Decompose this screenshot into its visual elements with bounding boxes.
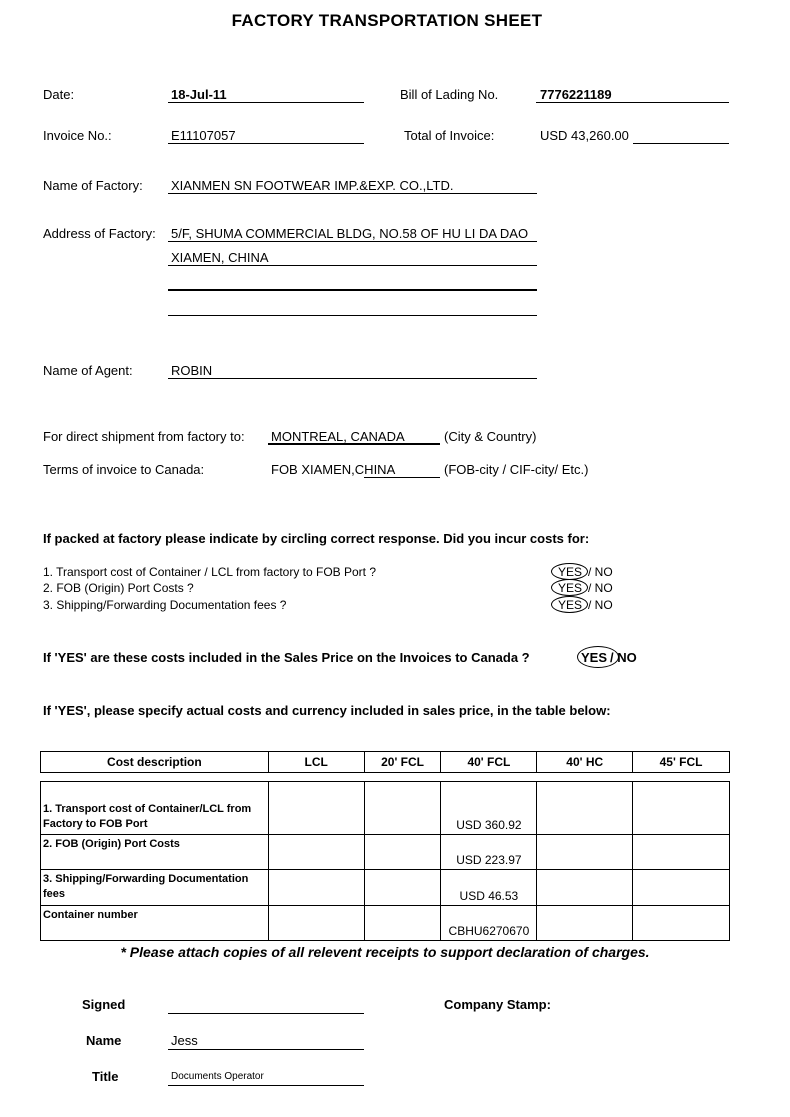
terms-value: FOB XIAMEN,CHINA	[271, 462, 396, 477]
direct-shipment-hint: (City & Country)	[444, 429, 537, 444]
table-header-row	[41, 752, 730, 773]
total-invoice-value: USD 43,260.00	[540, 128, 629, 143]
date-underline	[168, 102, 364, 103]
address-underline-3	[168, 289, 537, 291]
question-1-yes: YES	[558, 565, 583, 579]
question-2-no: / NO	[588, 581, 613, 595]
question-3-yes: YES	[558, 598, 583, 612]
header-40-fcl: 40' FCL	[441, 752, 537, 773]
invoice-value: E11107057	[171, 128, 236, 143]
row-3-description: 3. Shipping/Forwarding Documentation fees	[41, 870, 269, 906]
agent-label: Name of Agent:	[43, 363, 133, 378]
factory-name-label: Name of Factory:	[43, 178, 143, 193]
direct-shipment-value: MONTREAL, CANADA	[271, 429, 405, 444]
table-spacer	[41, 773, 730, 782]
header-40-hc: 40' HC	[537, 752, 633, 773]
terms-label: Terms of invoice to Canada:	[43, 462, 205, 477]
question-2: 2. FOB (Origin) Port Costs ?	[43, 581, 194, 595]
title-value: Documents Operator	[171, 1071, 264, 1082]
name-underline	[168, 1049, 364, 1050]
factory-address-line1: 5/F, SHUMA COMMERCIAL BLDG, NO.58 OF HU LI DA DAO	[171, 226, 529, 241]
invoice-label: Invoice No.:	[43, 128, 112, 143]
header-45-fcl: 45' FCL	[633, 752, 730, 773]
row-4-40fcl: CBHU6270670	[441, 906, 537, 941]
receipts-note: * Please attach copies of all relevent receipts to support declaration of charges.	[120, 944, 650, 960]
address-underline-4	[168, 315, 537, 316]
question-1-no: / NO	[588, 565, 613, 579]
factory-address-line2: XIAMEN, CHINA	[171, 250, 269, 265]
title-underline	[168, 1085, 364, 1086]
bill-of-lading-underline	[536, 102, 729, 103]
included-no: / NO	[610, 650, 637, 665]
row-2-description: 2. FOB (Origin) Port Costs	[41, 835, 269, 870]
table-row	[41, 870, 730, 906]
row-2-40fcl: USD 223.97	[441, 835, 537, 870]
signed-underline	[168, 1013, 364, 1014]
question-3-circle	[551, 596, 588, 613]
row-1-40fcl: USD 360.92	[441, 782, 537, 835]
included-prompt: If 'YES' are these costs included in the Sales Price on the Invoices to Canada ?	[43, 650, 530, 665]
factory-name-value: XIANMEN SN FOOTWEAR IMP.&EXP. CO.,LTD.	[171, 178, 454, 193]
factory-name-underline	[168, 193, 537, 194]
question-1: 1. Transport cost of Container / LCL from factory to FOB Port ?	[43, 565, 377, 579]
bill-of-lading-value: 7776221189	[540, 87, 612, 102]
question-2-yes: YES	[558, 581, 583, 595]
address-underline-1	[168, 241, 537, 242]
packed-prompt: If packed at factory please indicate by circling correct response. Did you incur costs for:	[43, 531, 590, 546]
page-title: FACTORY TRANSPORTATION SHEET	[231, 11, 543, 30]
included-yes: YES	[581, 650, 608, 665]
row-4-description: Container number	[41, 906, 269, 941]
header-cost-description: Cost description	[41, 752, 269, 773]
header-lcl: LCL	[268, 752, 364, 773]
date-value: 18-Jul-11	[171, 87, 227, 102]
row-1-description: 1. Transport cost of Container/LCL from Factory to FOB Port	[41, 782, 269, 835]
terms-underline	[364, 477, 440, 478]
table-row	[41, 835, 730, 870]
direct-shipment-label: For direct shipment from factory to:	[43, 429, 245, 444]
company-stamp-label: Company Stamp:	[444, 997, 551, 1012]
direct-shipment-underline	[268, 443, 440, 445]
row-3-40fcl: USD 46.53	[441, 870, 537, 906]
name-value: Jess	[171, 1033, 198, 1048]
header-20-fcl: 20' FCL	[364, 752, 441, 773]
signed-label: Signed	[82, 997, 126, 1012]
date-label: Date:	[43, 87, 75, 102]
included-circle	[577, 646, 619, 668]
factory-address-label: Address of Factory:	[43, 226, 156, 241]
specify-prompt: If 'YES', please specify actual costs and currency included in sales price, in the table below:	[43, 703, 611, 718]
table-row	[41, 782, 730, 835]
question-3: 3. Shipping/Forwarding Documentation fees ?	[43, 598, 287, 612]
terms-hint: (FOB-city / CIF-city/ Etc.)	[444, 462, 589, 477]
question-3-no: / NO	[588, 598, 613, 612]
agent-value: ROBIN	[171, 363, 213, 378]
address-underline-2	[168, 265, 537, 266]
total-invoice-underline	[633, 143, 729, 144]
agent-underline	[168, 378, 537, 379]
name-label: Name	[86, 1033, 122, 1048]
question-2-circle	[551, 579, 588, 596]
total-invoice-label: Total of Invoice:	[404, 128, 495, 143]
title-label: Title	[92, 1069, 119, 1084]
table-row	[41, 906, 730, 941]
question-1-circle	[551, 563, 588, 580]
cost-table	[40, 751, 730, 941]
bill-of-lading-label: Bill of Lading No.	[400, 87, 499, 102]
invoice-underline	[168, 143, 364, 144]
